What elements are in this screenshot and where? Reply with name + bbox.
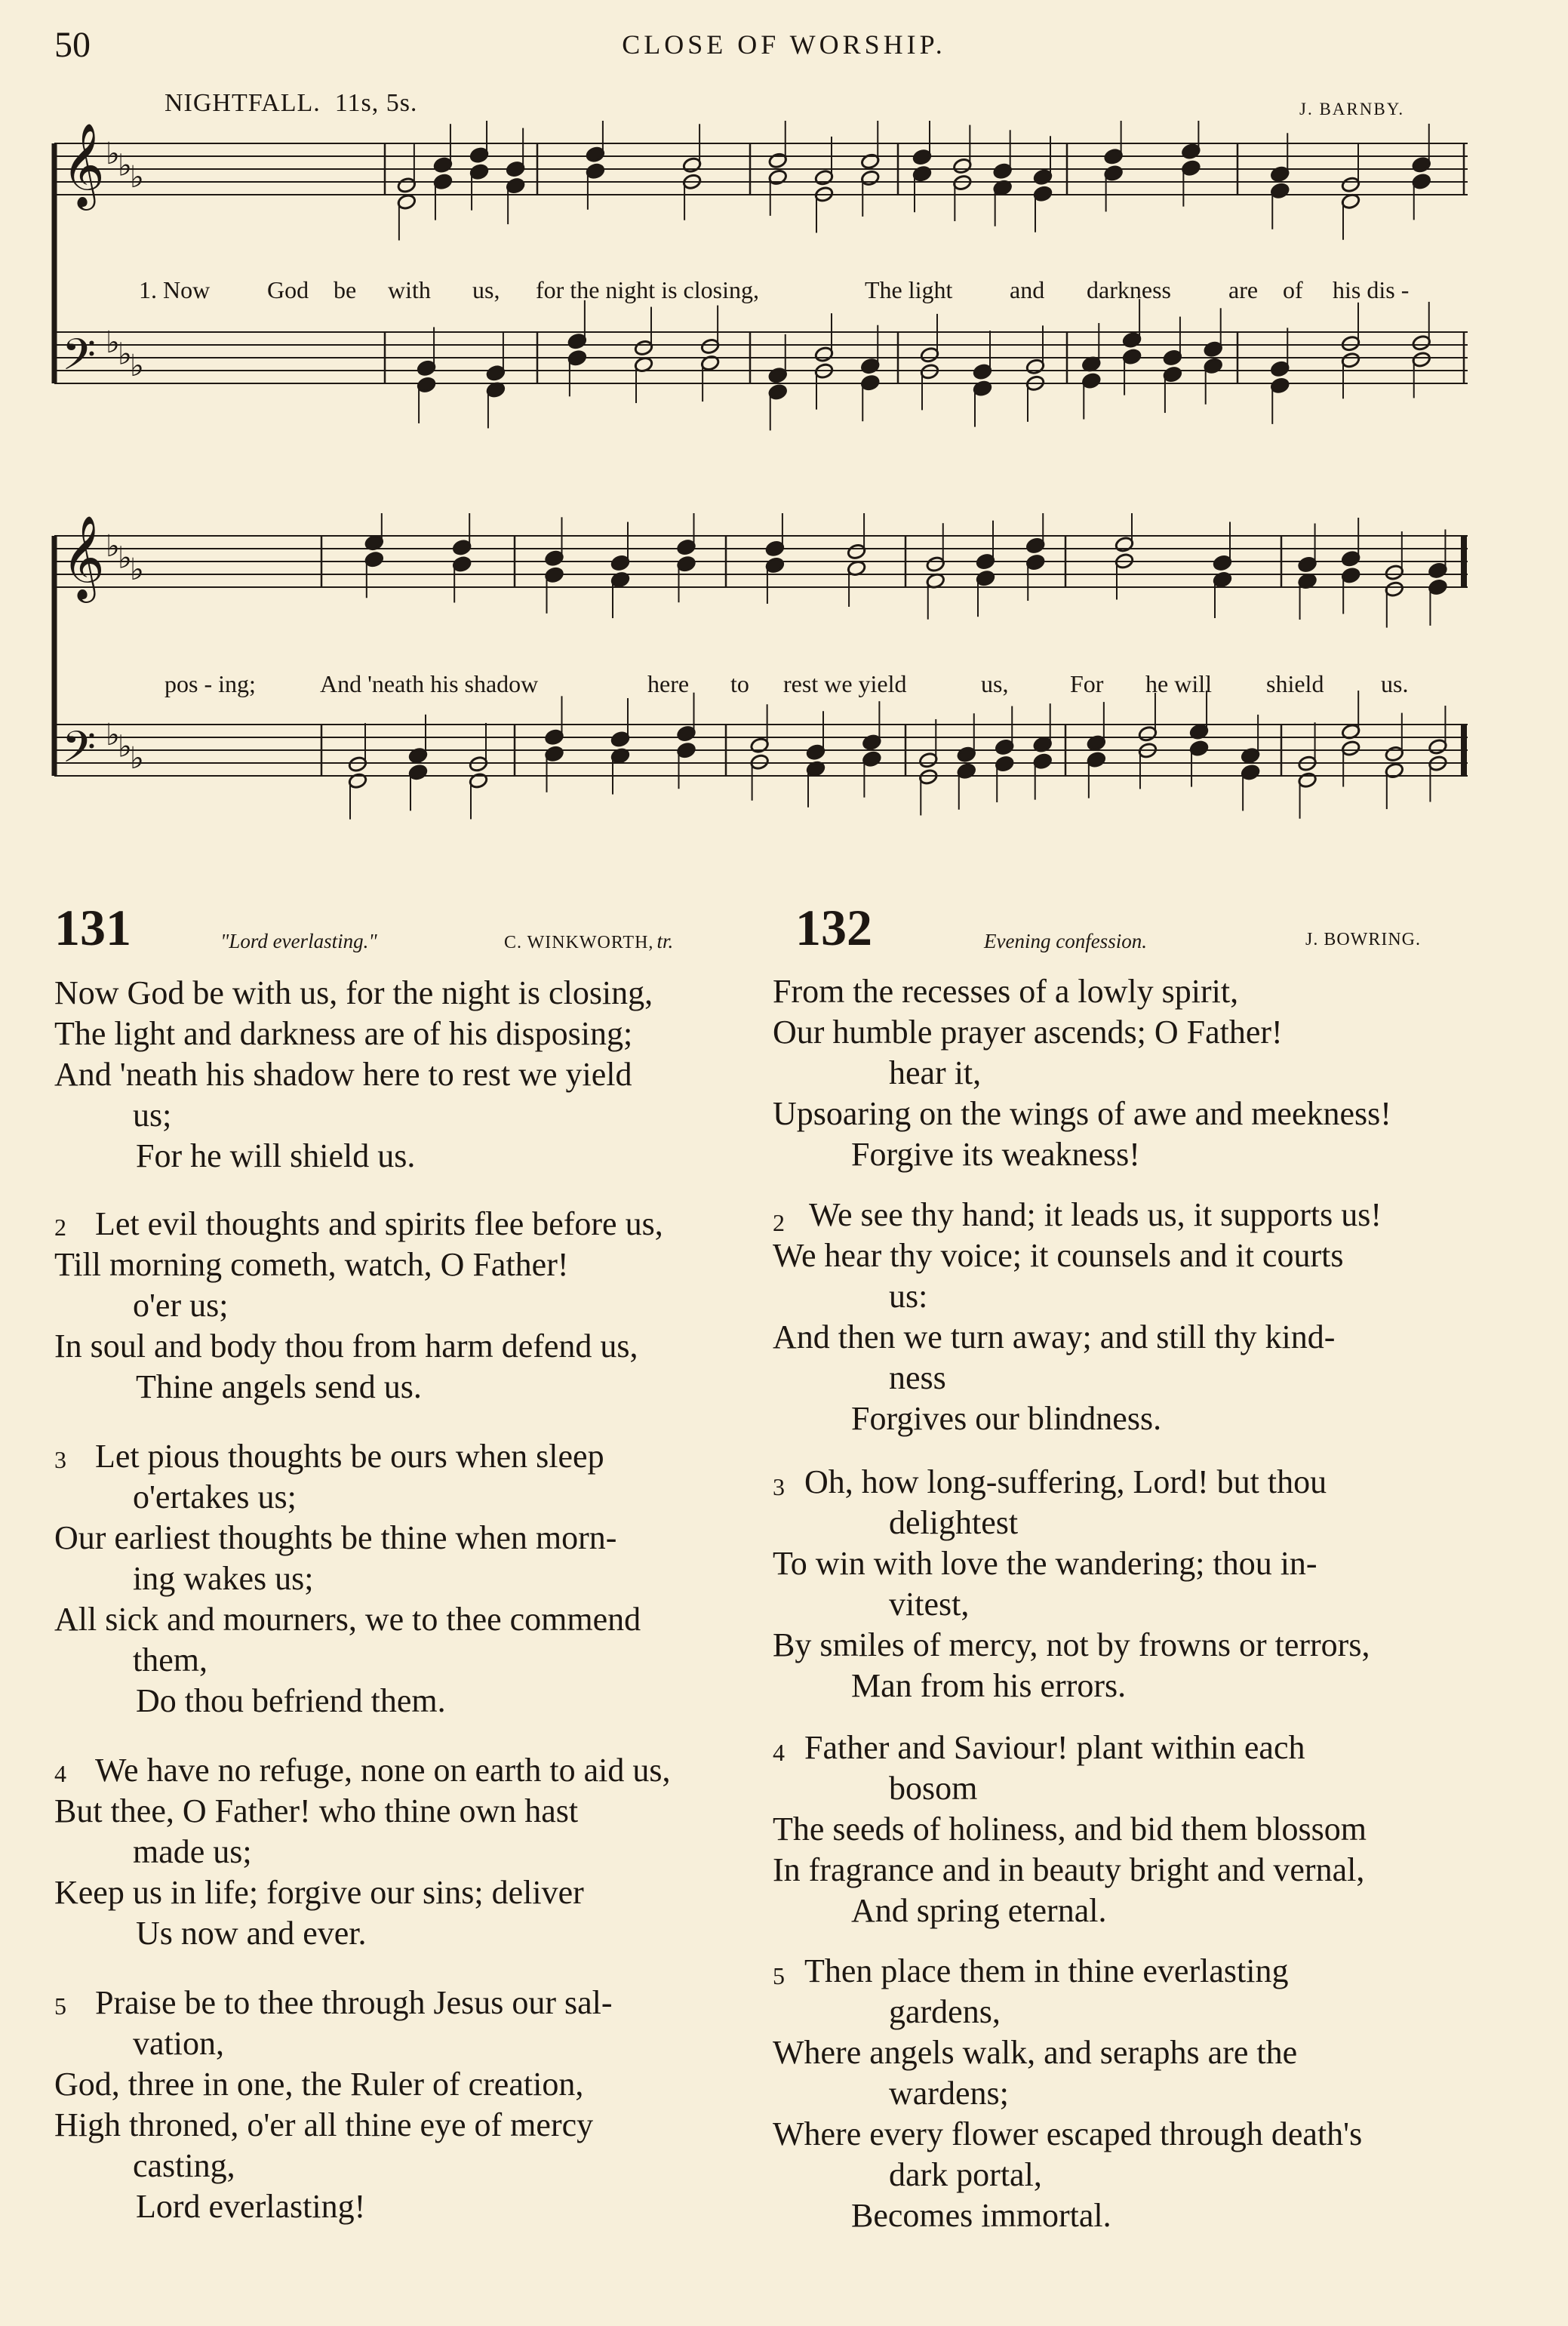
verse-line: bosom bbox=[889, 1770, 978, 1807]
hymn-131-subtitle-row bbox=[220, 930, 377, 953]
flat-icon: ♭ bbox=[106, 718, 120, 753]
verse-line: wardens; bbox=[889, 2075, 1009, 2112]
flat-icon: ♭ bbox=[130, 348, 144, 383]
flat-icon: ♭ bbox=[118, 540, 132, 576]
flat-icon: ♭ bbox=[106, 529, 120, 565]
verse-line: Do thou befriend them. bbox=[136, 1682, 446, 1719]
flat-icon: ♭ bbox=[130, 552, 144, 587]
verse-line: The seeds of holiness, and bid them blossom bbox=[773, 1811, 1367, 1848]
lyric-word: be bbox=[334, 276, 357, 303]
verse-number: 5 bbox=[773, 1962, 785, 1989]
music-system-1 bbox=[45, 121, 1479, 475]
verse-line: vation, bbox=[133, 2025, 224, 2062]
verse-line: And spring eternal. bbox=[851, 1892, 1107, 1929]
treble-clef-icon: 𝄞 bbox=[62, 515, 105, 600]
lyric-word: shield bbox=[1266, 670, 1324, 697]
verse-number: 2 bbox=[773, 1209, 785, 1236]
verse-line: In fragrance and in beauty bright and vernal, bbox=[773, 1851, 1365, 1888]
lyric-word: God bbox=[267, 276, 309, 303]
lyric-word: of bbox=[1283, 276, 1303, 303]
verse-line: In soul and body thou from harm defend us, bbox=[54, 1328, 638, 1365]
verse-line: We hear thy voice; it counsels and it courts bbox=[773, 1237, 1344, 1274]
verse-line: By smiles of mercy, not by frowns or terrors, bbox=[773, 1626, 1370, 1663]
verse-line: The light and darkness are of his disposing; bbox=[54, 1015, 633, 1052]
lyric-word: he will bbox=[1145, 670, 1212, 697]
lyric-word: us. bbox=[1381, 670, 1409, 697]
verse-line: Forgive its weakness! bbox=[851, 1136, 1140, 1173]
hymn-author: J. BOWRING. bbox=[1305, 930, 1421, 949]
verse-number: 3 bbox=[773, 1473, 785, 1500]
page-number: 50 bbox=[54, 25, 91, 65]
verse-line: And then we turn away; and still thy kind- bbox=[773, 1318, 1336, 1355]
bass-clef-icon: 𝄢 bbox=[62, 721, 97, 784]
verse-line: us; bbox=[133, 1097, 172, 1134]
verse-number: 4 bbox=[773, 1739, 785, 1766]
lyric-word: The light bbox=[865, 276, 953, 303]
flat-icon: ♭ bbox=[118, 337, 132, 372]
lyric-word: with bbox=[388, 276, 431, 303]
verse-line: Our earliest thoughts be thine when morn- bbox=[54, 1519, 617, 1556]
verse-line: Now God be with us, for the night is closing, bbox=[54, 974, 653, 1011]
verse-line: From the recesses of a lowly spirit, bbox=[773, 973, 1239, 1010]
verse-line: Oh, how long-suffering, Lord! but thou bbox=[804, 1463, 1327, 1500]
verse-line: Lord everlasting! bbox=[136, 2188, 366, 2225]
lyric-word: us, bbox=[472, 276, 500, 303]
hymn-132-subtitle-row bbox=[984, 930, 1147, 953]
hymn-131-heading bbox=[54, 898, 131, 958]
lyric-word: darkness bbox=[1087, 276, 1171, 303]
running-head: CLOSE OF WORSHIP. bbox=[622, 29, 946, 60]
lyric-word: his dis - bbox=[1333, 276, 1410, 303]
verse-line: Forgives our blindness. bbox=[851, 1400, 1162, 1437]
verse-line: delightest bbox=[889, 1504, 1019, 1541]
verse-line: ing wakes us; bbox=[133, 1560, 314, 1597]
verse-line: o'er us; bbox=[133, 1287, 229, 1324]
bass-clef-icon: 𝄢 bbox=[62, 329, 97, 392]
flat-icon: ♭ bbox=[130, 740, 144, 776]
hymn-number: 131 bbox=[54, 899, 131, 956]
verse-line: o'ertakes us; bbox=[133, 1478, 297, 1515]
verse-line: Let evil thoughts and spirits flee before us, bbox=[95, 1205, 663, 1242]
lyric-word: And 'neath his shadow bbox=[320, 670, 539, 697]
verse-line: Father and Saviour! plant within each bbox=[804, 1729, 1305, 1766]
verse-line: Where every flower escaped through death's bbox=[773, 2115, 1363, 2152]
verse-line: Praise be to thee through Jesus our sal- bbox=[95, 1984, 613, 2021]
verse-line: Till morning cometh, watch, O Father! bbox=[54, 1246, 569, 1283]
hymn-author-note: tr. bbox=[656, 930, 674, 952]
verse-line: To win with love the wandering; thou in- bbox=[773, 1545, 1317, 1582]
verse-line: gardens, bbox=[889, 1993, 1001, 2030]
verse-line: Upsoaring on the wings of awe and meekness! bbox=[773, 1095, 1391, 1132]
lyric-word: pos - ing; bbox=[164, 670, 256, 697]
verse-line: hear it, bbox=[889, 1054, 982, 1091]
lyric-word: here bbox=[647, 670, 690, 697]
verse-line: And 'neath his shadow here to rest we yield bbox=[54, 1056, 632, 1093]
flat-icon: ♭ bbox=[130, 159, 144, 195]
hymn-subtitle: Evening confession. bbox=[984, 930, 1147, 952]
verse-line: Man from his errors. bbox=[851, 1667, 1127, 1704]
verse-line: All sick and mourners, we to thee commend bbox=[54, 1601, 641, 1638]
treble-clef-icon: 𝄞 bbox=[62, 122, 105, 208]
verse-line: Where angels walk, and seraphs are the bbox=[773, 2034, 1298, 2071]
music-system-2 bbox=[45, 513, 1479, 868]
lyric-word: rest we yield bbox=[783, 670, 907, 697]
verse-number: 4 bbox=[54, 1760, 66, 1787]
verse-line: Becomes immortal. bbox=[851, 2197, 1111, 2234]
tune-name: NIGHTFALL. bbox=[164, 89, 321, 117]
tune-composer: J. BARNBY. bbox=[1299, 100, 1405, 118]
verse-line: We see thy hand; it leads us, it supports us! bbox=[809, 1196, 1382, 1233]
tune-meter: 11s, 5s. bbox=[334, 89, 418, 117]
hymn-132-author-row bbox=[1305, 930, 1421, 950]
lyric-word: are bbox=[1228, 276, 1259, 303]
lyric-word: for the night is closing, bbox=[536, 276, 759, 303]
lyric-word: 1. Now bbox=[139, 276, 211, 303]
lyric-word: For bbox=[1070, 670, 1104, 697]
verse-line: them, bbox=[133, 1641, 208, 1678]
verse-line: We have no refuge, none on earth to aid us, bbox=[95, 1752, 671, 1789]
lyric-word: and bbox=[1010, 276, 1045, 303]
lyric-word: to bbox=[730, 670, 749, 697]
flat-icon: ♭ bbox=[106, 137, 120, 172]
verse-line: made us; bbox=[133, 1833, 252, 1870]
verse-line: dark portal, bbox=[889, 2156, 1042, 2193]
tune-title bbox=[164, 89, 417, 118]
hymn-subtitle: "Lord everlasting." bbox=[220, 930, 377, 952]
verse-number: 5 bbox=[54, 1992, 66, 2020]
verse-line: casting, bbox=[133, 2147, 235, 2184]
verse-line: Then place them in thine everlasting bbox=[804, 1952, 1289, 1989]
verse-number: 3 bbox=[54, 1446, 66, 1473]
hymn-author: C. WINKWORTH, bbox=[504, 933, 654, 952]
verse-line: Us now and ever. bbox=[136, 1915, 367, 1952]
verse-line: For he will shield us. bbox=[136, 1137, 416, 1174]
hymn-131-author-row bbox=[504, 930, 673, 953]
flat-icon: ♭ bbox=[118, 148, 132, 183]
hymn-132-heading bbox=[795, 898, 872, 958]
lyric-word: us, bbox=[981, 670, 1009, 697]
verse-line: Let pious thoughts be ours when sleep bbox=[95, 1438, 604, 1475]
verse-line: Thine angels send us. bbox=[136, 1368, 422, 1405]
flat-icon: ♭ bbox=[106, 325, 120, 361]
verse-line: ness bbox=[889, 1359, 946, 1396]
verse-line: Keep us in life; forgive our sins; deliver bbox=[54, 1874, 584, 1911]
hymn-number: 132 bbox=[795, 899, 872, 956]
verse-line: us: bbox=[889, 1278, 928, 1315]
flat-icon: ♭ bbox=[118, 729, 132, 765]
verse-line: God, three in one, the Ruler of creation, bbox=[54, 2066, 584, 2103]
verse-number: 2 bbox=[54, 1214, 66, 1241]
verse-line: Our humble prayer ascends; O Father! bbox=[773, 1014, 1283, 1051]
verse-line: But thee, O Father! who thine own hast bbox=[54, 1792, 579, 1829]
verse-line: High throned, o'er all thine eye of mercy bbox=[54, 2106, 594, 2143]
verse-line: vitest, bbox=[889, 1586, 970, 1623]
